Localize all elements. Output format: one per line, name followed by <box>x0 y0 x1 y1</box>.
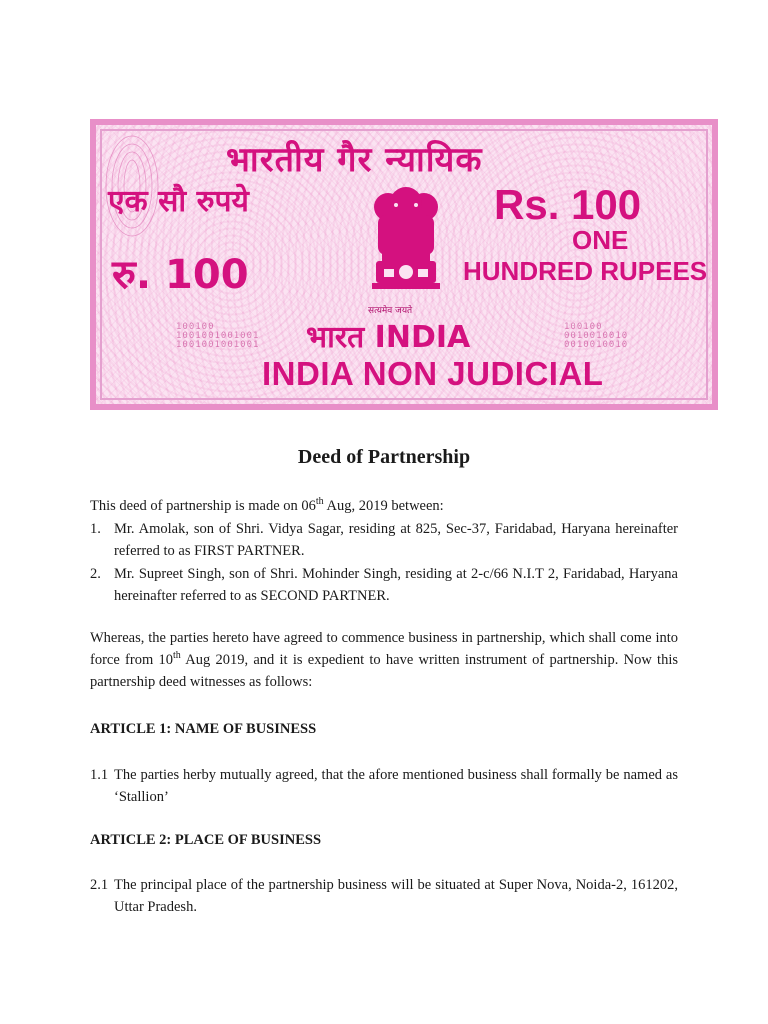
clause-number: 1.1 <box>90 767 109 783</box>
stamp-hundred-rupees-label: HUNDRED RUPEES <box>463 256 708 286</box>
stamp-ru-value: रु. 100 <box>112 252 249 298</box>
clause-text: The parties herby mutually agreed, that the afore mentioned business shall formally be named as ‘Stallion’ <box>114 767 678 805</box>
whereas-text-end: Aug 2019, and it is expedient to have written instrument of partnership. Now this partnership deed witnesses as follows: <box>90 652 678 690</box>
clause-number: 2.1 <box>90 877 109 893</box>
stamp-microprint-left: 100100 1001001001001 1001001001001 <box>176 322 260 350</box>
document-title: Deed of Partnership <box>297 446 471 468</box>
party-text: Mr. Supreet Singh, son of Shri. Mohinder Singh, residing at 2-c/66 N.I.T 2, Faridabad, Haryana hereinafter referred to as SECOND PARTNER. <box>114 566 678 604</box>
stamp-motto: सत्यमेव जयते <box>368 306 413 316</box>
intro-paragraph <box>90 495 678 517</box>
whereas-text: Whereas, the parties hereto have agreed to commence business in partnership, which shall come into force from 10 <box>90 630 678 668</box>
party-number: 2. <box>90 566 101 582</box>
intro-sup: th <box>315 496 324 508</box>
stamp-bharat-india: भारत INDIA <box>306 320 471 355</box>
party-number: 1. <box>90 521 101 537</box>
stamp-rs-value: Rs. 100 <box>494 181 642 228</box>
ashoka-emblem-icon <box>364 185 448 305</box>
stamp-microprint-right: 100100 0010010010 0010010010 <box>564 322 629 350</box>
whereas-sup: th <box>172 650 181 662</box>
stamp-hindi-amount: एक सौ रुपये <box>108 184 249 219</box>
intro-text-end: Aug, 2019 between: <box>323 498 444 514</box>
stamp-non-judicial: INDIA NON JUDICIAL <box>262 355 604 392</box>
whereas-paragraph <box>90 627 678 693</box>
party-text: Mr. Amolak, son of Shri. Vidya Sagar, residing at 825, Sec-37, Faridabad, Haryana hereinafter referred to as FIRST PARTNER. <box>114 521 678 559</box>
clause-text: The principal place of the partnership business will be situated at Super Nova, Noida-2, 161202, Uttar Pradesh. <box>114 877 678 915</box>
intro-text: This deed of partnership is made on 06 <box>90 498 316 514</box>
stamp-hindi-heading: भारतीय गैर न्यायिक <box>226 140 483 180</box>
article-2-heading: ARTICLE 2: PLACE OF BUSINESS <box>90 832 322 848</box>
article-1-heading: ARTICLE 1: NAME OF BUSINESS <box>90 721 317 737</box>
stamp-one-label: ONE <box>572 225 629 255</box>
stamp-paper <box>90 119 718 410</box>
